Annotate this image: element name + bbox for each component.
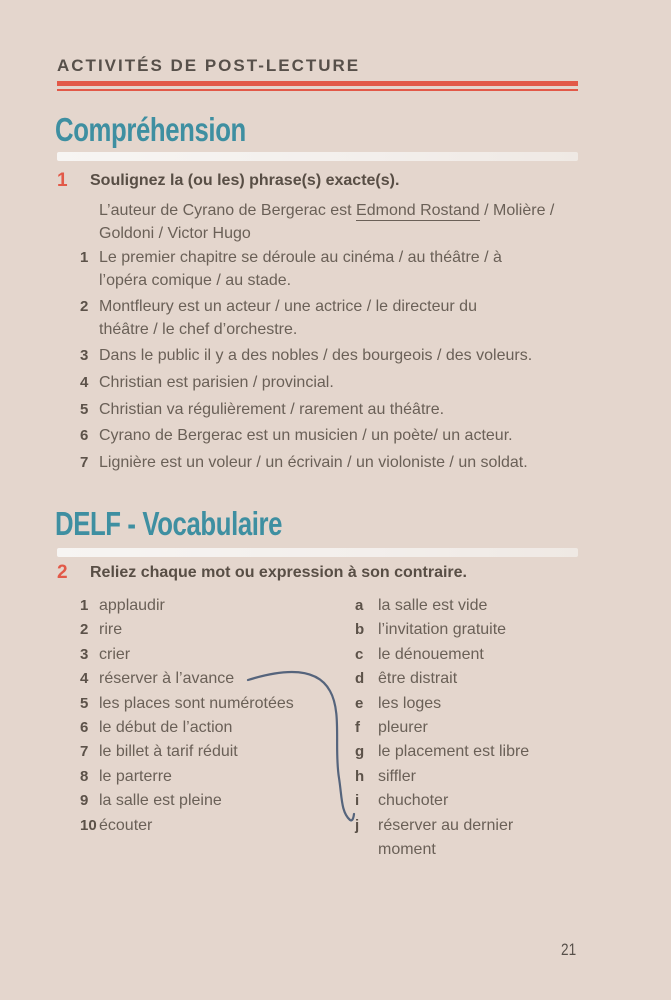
match-text [378, 740, 529, 764]
match-line: la salle est vide [378, 597, 488, 614]
match-text [378, 692, 441, 716]
item-text [99, 399, 444, 422]
match-line: chuchoter [378, 792, 449, 810]
match-row [355, 814, 529, 863]
example-line-2: Goldoni / Victor Hugo [99, 225, 251, 242]
match-left-column [80, 594, 294, 838]
match-text [99, 692, 294, 716]
match-line: le billet à tarif réduit [99, 743, 238, 761]
item-text [99, 425, 513, 448]
match-text [378, 716, 428, 740]
item-number: 4 [80, 373, 89, 391]
match-row [355, 594, 529, 618]
item-number: 2 [80, 298, 89, 316]
match-letter: a [355, 597, 364, 614]
match-row [80, 643, 294, 667]
match-line: écouter [99, 816, 153, 834]
item-text [99, 452, 528, 475]
match-text [99, 789, 222, 813]
item-text [99, 247, 502, 292]
match-row [80, 716, 294, 740]
match-line: applaudir [99, 597, 165, 614]
match-number: 2 [80, 621, 89, 639]
match-text [378, 618, 506, 642]
match-text [99, 594, 165, 618]
example-underlined-answer: Edmond Rostand [356, 202, 480, 219]
item-line: Montfleury est un acteur / une actrice / le directeur du [99, 298, 477, 316]
match-text [378, 789, 448, 813]
exercise-1-instruction: Soulignez la (ou les) phrase(s) exacte(s). [90, 172, 400, 189]
match-line: réserver à l’avance [99, 670, 235, 688]
match-row [80, 618, 294, 642]
match-line: l’invitation gratuite [378, 621, 507, 639]
match-row [355, 692, 529, 716]
match-line: être distrait [378, 670, 458, 688]
match-row [355, 765, 529, 789]
header-rule-thick [57, 81, 578, 86]
item-number: 6 [80, 427, 89, 445]
match-row [80, 692, 294, 716]
match-text [99, 814, 152, 838]
match-row [80, 667, 294, 691]
page-number: 21 [561, 940, 577, 959]
match-row [355, 789, 529, 813]
heading-underline-bar [57, 152, 578, 161]
header-rule-thin [57, 89, 578, 91]
match-text [99, 643, 130, 667]
match-line: la salle est pleine [99, 792, 222, 810]
match-number: 6 [80, 719, 89, 737]
match-letter: b [355, 621, 365, 639]
match-line: pleurer [378, 719, 428, 737]
match-row [355, 618, 529, 642]
exercise-2-instruction: Reliez chaque mot ou expression à son contraire. [90, 564, 467, 581]
match-row [80, 740, 294, 764]
exercise-1-items [80, 247, 580, 478]
match-letter: e [355, 694, 364, 712]
match-number: 3 [80, 645, 89, 663]
example-line-1 [99, 199, 554, 222]
exercise-2-header [57, 563, 467, 583]
item-text [99, 345, 532, 368]
match-row [355, 716, 529, 740]
match-text [378, 667, 457, 691]
match-letter: i [355, 792, 360, 810]
match-number: 9 [80, 792, 89, 810]
match-line: siffler [378, 767, 416, 785]
item-line: Dans le public il y a des nobles / des bourgeois / des voleurs. [99, 347, 533, 365]
match-row [80, 814, 294, 838]
item-number: 3 [80, 347, 89, 365]
item-line: Christian est parisien / provincial. [99, 373, 334, 391]
match-line: moment [378, 841, 436, 859]
match-text [99, 716, 232, 740]
match-row [355, 740, 529, 764]
match-right-column [355, 594, 529, 862]
match-line: les places sont numérotées [99, 694, 294, 712]
item-number: 7 [80, 453, 89, 471]
page-title: ACTIVITÉS DE POST-LECTURE [57, 56, 361, 75]
match-row [80, 765, 294, 789]
match-text [99, 618, 122, 642]
match-line: rire [99, 621, 123, 639]
item-line: l’opéra comique / au stade. [99, 271, 292, 289]
match-text [99, 740, 238, 764]
match-row [355, 643, 529, 667]
match-number: 1 [80, 597, 89, 614]
list-item [80, 452, 580, 475]
exercise-2-number: 2 [57, 562, 68, 583]
list-item [80, 247, 580, 292]
section-heading-vocabulaire: DELF - Vocabulaire [55, 505, 283, 542]
match-number: 7 [80, 743, 89, 761]
match-letter: c [355, 645, 364, 663]
match-text [378, 814, 513, 863]
match-line: réserver au dernier [378, 816, 514, 834]
match-line: le début de l’action [99, 719, 233, 737]
match-row [80, 789, 294, 813]
match-text [378, 765, 416, 789]
item-number: 5 [80, 400, 89, 418]
item-number: 1 [80, 249, 89, 266]
match-number: 8 [80, 767, 89, 785]
match-line: le placement est libre [378, 743, 530, 761]
match-text [99, 667, 234, 691]
match-text [99, 765, 172, 789]
list-item [80, 372, 580, 395]
exercise-1-header [57, 171, 399, 191]
exercise-1-number: 1 [57, 170, 68, 191]
match-letter: g [355, 743, 365, 761]
example-text-after: / Molière / [479, 202, 555, 219]
match-text [378, 594, 487, 618]
item-text [99, 372, 334, 395]
item-line: Cyrano de Bergerac est un musicien / un poète/ un acteur. [99, 427, 513, 445]
match-line: crier [99, 645, 131, 663]
match-number: 5 [80, 694, 89, 712]
match-line: le dénouement [378, 645, 484, 663]
list-item [80, 296, 580, 341]
list-item [80, 425, 580, 448]
section-heading-comprehension: Compréhension [55, 111, 246, 148]
item-text [99, 296, 477, 341]
match-number: 4 [80, 670, 89, 688]
exercise-1-example [99, 199, 554, 245]
match-line: le parterre [99, 767, 172, 785]
example-text-before: L’auteur de Cyrano de Bergerac est [99, 202, 357, 219]
match-line: les loges [378, 694, 442, 712]
list-item [80, 399, 580, 422]
match-letter: d [355, 670, 365, 688]
item-line: Christian va régulièrement / rarement au théâtre. [99, 400, 445, 418]
match-row [80, 594, 294, 618]
list-item [80, 345, 580, 368]
match-letter: j [355, 816, 360, 834]
match-number: 10 [80, 816, 97, 834]
item-line: Le premier chapitre se déroule au cinéma / au théâtre / à [99, 249, 502, 266]
match-text [378, 643, 484, 667]
heading-underline-bar [57, 548, 578, 557]
match-letter: h [355, 767, 365, 785]
item-line: théâtre / le chef d’orchestre. [99, 320, 298, 338]
item-line: Lignière est un voleur / un écrivain / un violoniste / un soldat. [99, 453, 528, 471]
match-row [355, 667, 529, 691]
match-letter: f [355, 719, 360, 737]
